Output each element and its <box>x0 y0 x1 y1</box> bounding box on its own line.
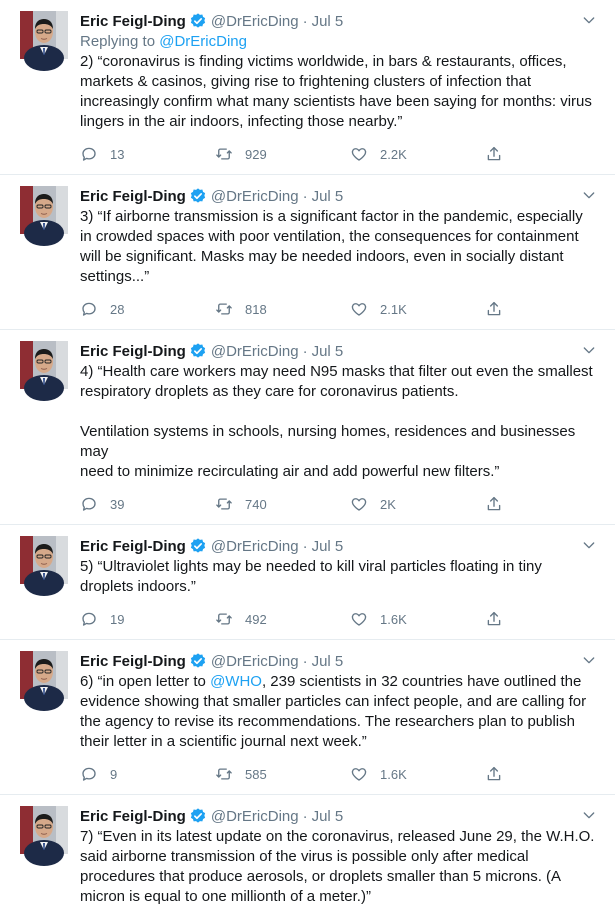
author-handle[interactable]: @DrEricDing <box>210 652 299 670</box>
reply-button[interactable] <box>80 300 215 318</box>
replying-to <box>80 32 601 52</box>
retweet-button[interactable] <box>215 145 350 163</box>
replying-to-label: Replying to <box>80 33 160 50</box>
share-icon <box>485 495 503 513</box>
separator-dot: · <box>302 187 308 205</box>
share-button[interactable] <box>485 145 503 163</box>
verified-badge-icon <box>189 187 207 205</box>
tweet-header <box>80 340 601 362</box>
verified-badge-icon <box>189 537 207 555</box>
like-button[interactable] <box>350 145 485 163</box>
tweet[interactable] <box>0 795 615 907</box>
author-name[interactable]: Eric Feigl-Ding <box>80 187 186 205</box>
retweet-button[interactable] <box>215 610 350 628</box>
author-name[interactable]: Eric Feigl-Ding <box>80 342 186 360</box>
verified-badge-icon <box>189 652 207 670</box>
tweet-text-body: 6) “in open letter to <box>80 673 211 690</box>
retweet-count: 585 <box>245 766 267 782</box>
author-handle[interactable]: @DrEricDing <box>210 187 299 205</box>
like-button[interactable] <box>350 610 485 628</box>
tweet[interactable] <box>0 0 615 175</box>
tweet-header <box>80 535 601 557</box>
chevron-down-icon[interactable] <box>581 537 597 553</box>
mention-link[interactable]: @WHO <box>210 673 262 690</box>
author-handle[interactable]: @DrEricDing <box>210 12 299 30</box>
heart-icon <box>350 610 368 628</box>
retweet-icon <box>215 300 233 318</box>
chevron-down-icon[interactable] <box>581 652 597 668</box>
tweet-text-body: 4) “Health care workers may need N95 masks that filter out even the smallest respiratory droplets as they care for coronavirus patients. Ventilation systems in schools, nursing homes, residences and businesses may need to minimize recirculating air and add powerful new filters.” <box>80 363 593 480</box>
reply-icon <box>80 495 98 513</box>
like-button[interactable] <box>350 495 485 513</box>
tweet[interactable] <box>0 175 615 330</box>
reply-icon <box>80 610 98 628</box>
avatar[interactable] <box>20 186 68 234</box>
share-button[interactable] <box>485 300 503 318</box>
share-icon <box>485 145 503 163</box>
tweet[interactable] <box>0 525 615 640</box>
timestamp[interactable]: Jul 5 <box>311 652 344 670</box>
separator-dot: · <box>302 342 308 360</box>
like-count: 2.1K <box>380 301 407 317</box>
tweet-text-body: 2) “coronavirus is finding victims worldwide, in bars & restaurants, offices, markets & casinos, giving rise to frightening clusters of infection that increasingly confirm what many scientists have been saying for months: virus lingers in the air indoors, infecting those nearby.” <box>80 53 592 130</box>
share-button[interactable] <box>485 610 503 628</box>
retweet-icon <box>215 610 233 628</box>
separator-dot: · <box>302 807 308 825</box>
author-handle[interactable]: @DrEricDing <box>210 537 299 555</box>
chevron-down-icon[interactable] <box>581 187 597 203</box>
chevron-down-icon[interactable] <box>581 342 597 358</box>
reply-button[interactable] <box>80 610 215 628</box>
separator-dot: · <box>302 652 308 670</box>
share-button[interactable] <box>485 765 503 783</box>
heart-icon <box>350 300 368 318</box>
separator-dot: · <box>302 12 308 30</box>
author-handle[interactable]: @DrEricDing <box>210 342 299 360</box>
reply-count: 39 <box>110 496 125 512</box>
reply-button[interactable] <box>80 145 215 163</box>
retweet-count: 818 <box>245 301 267 317</box>
like-count: 1.6K <box>380 766 407 782</box>
author-name[interactable]: Eric Feigl-Ding <box>80 12 186 30</box>
timestamp[interactable]: Jul 5 <box>311 187 344 205</box>
tweet-actions <box>80 754 601 794</box>
verified-badge-icon <box>189 342 207 360</box>
tweet-actions <box>80 289 601 329</box>
retweet-button[interactable] <box>215 765 350 783</box>
tweet-header <box>80 650 601 672</box>
retweet-button[interactable] <box>215 495 350 513</box>
retweet-count: 740 <box>245 496 267 512</box>
tweet-text-body: 7) “Even in its latest update on the coronavirus, released June 29, the W.H.O. said airborne transmission of the virus is possible only after medical procedures that produce aerosols, or droplets smaller than 5 microns. (A micron is equal to one millionth of a meter.)” <box>80 828 595 905</box>
tweet-text-body-cont: , 239 scientists in 32 countries have outlined the evidence showing that smaller particles can infect people, and are calling for the agency to revise its recommendations. The researchers plan to publish their letter in a scientific journal next week.” <box>80 673 587 750</box>
tweet-actions <box>80 599 601 639</box>
chevron-down-icon[interactable] <box>581 807 597 823</box>
reply-icon <box>80 765 98 783</box>
avatar[interactable] <box>20 341 68 389</box>
timestamp[interactable]: Jul 5 <box>311 537 344 555</box>
heart-icon <box>350 765 368 783</box>
author-name[interactable]: Eric Feigl-Ding <box>80 807 186 825</box>
share-icon <box>485 610 503 628</box>
tweet-text <box>80 207 601 287</box>
timestamp[interactable]: Jul 5 <box>311 12 344 30</box>
reply-count: 9 <box>110 766 118 782</box>
like-count: 2.2K <box>380 146 407 162</box>
tweet-text <box>80 52 601 132</box>
tweet-text <box>80 362 601 482</box>
tweet[interactable] <box>0 330 615 525</box>
reply-count: 28 <box>110 301 125 317</box>
verified-badge-icon <box>189 12 207 30</box>
tweet-text <box>80 827 601 907</box>
separator-dot: · <box>302 537 308 555</box>
tweet-header <box>80 10 601 32</box>
like-count: 2K <box>380 496 396 512</box>
tweet-text-body: 5) “Ultraviolet lights may be needed to kill viral particles floating in tiny droplets indoors.” <box>80 558 542 595</box>
avatar[interactable] <box>20 806 68 854</box>
avatar[interactable] <box>20 651 68 699</box>
timestamp[interactable]: Jul 5 <box>311 807 344 825</box>
retweet-icon <box>215 145 233 163</box>
reply-button[interactable] <box>80 765 215 783</box>
like-count: 1.6K <box>380 611 407 627</box>
retweet-count: 929 <box>245 146 267 162</box>
avatar[interactable] <box>20 536 68 584</box>
timestamp[interactable]: Jul 5 <box>311 342 344 360</box>
tweet-actions <box>80 484 601 524</box>
share-icon <box>485 300 503 318</box>
author-name[interactable]: Eric Feigl-Ding <box>80 537 186 555</box>
retweet-icon <box>215 495 233 513</box>
like-button[interactable] <box>350 300 485 318</box>
tweet-header <box>80 805 601 827</box>
retweet-count: 492 <box>245 611 267 627</box>
chevron-down-icon[interactable] <box>581 12 597 28</box>
retweet-button[interactable] <box>215 300 350 318</box>
share-button[interactable] <box>485 495 503 513</box>
like-button[interactable] <box>350 765 485 783</box>
reply-icon <box>80 145 98 163</box>
tweet-header <box>80 185 601 207</box>
tweet[interactable] <box>0 640 615 795</box>
tweet-text-body: 3) “If airborne transmission is a significant factor in the pandemic, especially in crowded spaces with poor ventilation, the consequences for containment will be significant. Masks may be needed indoors, even in socially distant settings...” <box>80 208 583 285</box>
reply-count: 19 <box>110 611 125 627</box>
retweet-icon <box>215 765 233 783</box>
tweet-actions <box>80 134 601 174</box>
verified-badge-icon <box>189 807 207 825</box>
replying-to-handle[interactable]: @DrEricDing <box>159 33 247 50</box>
tweet-text <box>80 557 601 597</box>
reply-button[interactable] <box>80 495 215 513</box>
author-handle[interactable]: @DrEricDing <box>210 807 299 825</box>
reply-count: 13 <box>110 146 125 162</box>
reply-icon <box>80 300 98 318</box>
author-name[interactable]: Eric Feigl-Ding <box>80 652 186 670</box>
heart-icon <box>350 145 368 163</box>
avatar[interactable] <box>20 11 68 59</box>
tweet-text <box>80 672 601 752</box>
heart-icon <box>350 495 368 513</box>
share-icon <box>485 765 503 783</box>
